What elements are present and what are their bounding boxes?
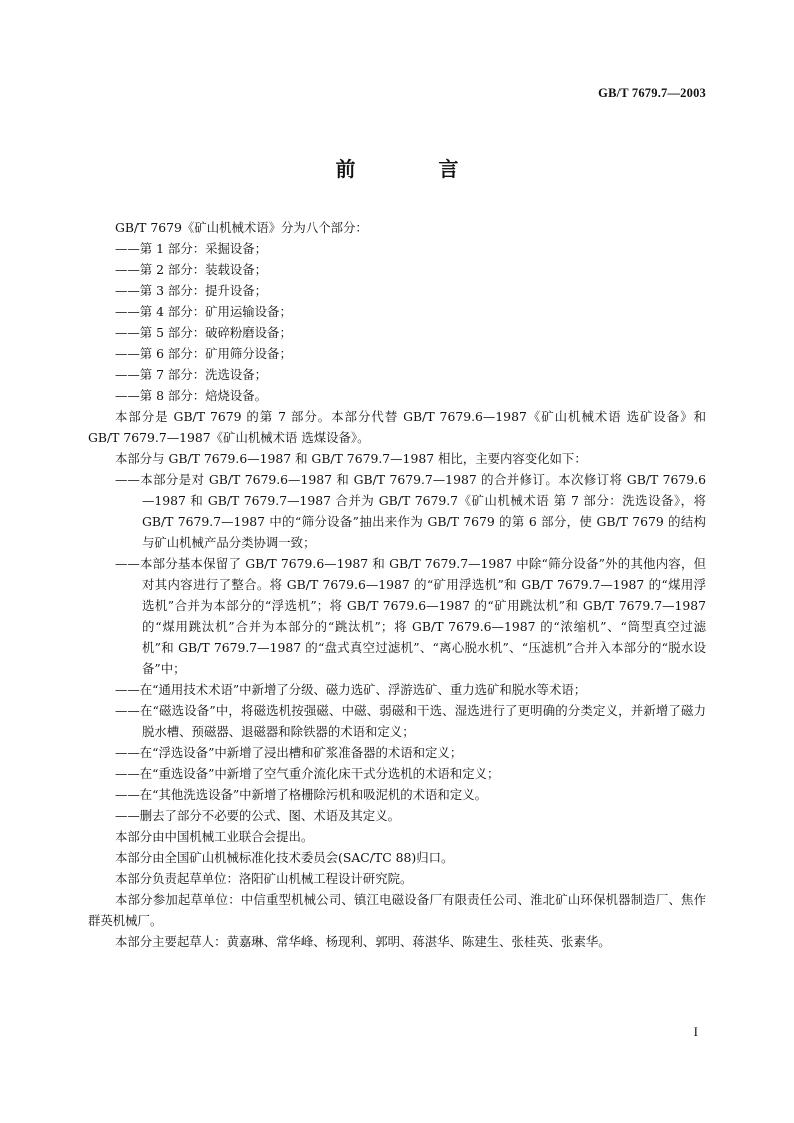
intro-paragraph: GB/T 7679《矿山机械术语》分为八个部分： [115, 220, 368, 235]
change-item: ——在“浮选设备”中新增了浸出槽和矿浆准备器的术语和定义； [115, 745, 463, 760]
list-item: ——第 3 部分：提升设备； [115, 283, 268, 298]
list-item: ——第 2 部分：装载设备； [115, 262, 268, 277]
list-item: ——第 1 部分：采掘设备； [115, 241, 268, 256]
changes-intro: 本部分与 GB/T 7679.6—1987 和 GB/T 7679.7—1987 相比，主要内容变化如下： [115, 451, 587, 466]
page-number: I [693, 1024, 698, 1039]
change-item: ——在“通用技术术语”中新增了分级、磁力选矿、浮游选矿、重力选矿和脱水等术语； [115, 682, 587, 697]
change-item: ——在“重选设备”中新增了空气重介流化床干式分选机的术语和定义； [115, 766, 500, 781]
foreword-body [88, 217, 706, 952]
page-title: 前 言 [335, 157, 497, 181]
change-item: ——删去了部分不必要的公式、图、术语及其定义。 [115, 808, 400, 823]
change-item: ——本部分是对 GB/T 7679.6—1987 和 GB/T 7679.7—1987 的合并修订。本次修订将 GB/T 7679.6—1987 和 GB/T 7679.7—1987 合并为 GB/T 7679.7《矿山机械术语 第 7 部分：洗选设备》，将 GB/T 7679.7—1987 中的“筛分设备”抽出来作为 GB/T 7679 的第 6 部分，使 GB/T 7679 的结构与矿山机械产品分类协调一致； [115, 472, 706, 550]
list-item: ——第 7 部分：洗选设备； [115, 367, 268, 382]
change-item: ——在“其他洗选设备”中新增了格栅除污机和吸泥机的术语和定义。 [115, 787, 487, 802]
change-item: ——本部分基本保留了 GB/T 7679.6—1987 和 GB/T 7679.7—1987 中除“筛分设备”外的其他内容，但对其内容进行了整合。将 GB/T 7679.6—1987 的“矿用浮选机”和 GB/T 7679.7—1987 的“煤用浮选机”合并为本部分的“浮选机”；将 GB/T 7679.6—1987 的“矿用跳汰机”和 GB/T 7679.7—1987 的“煤用跳汰机”合并为本部分的“跳汰机”；将 GB/T 7679.6—1987 的“浓缩机”、“筒型真空过滤机”和 GB/T 7679.7—1987 的“盘式真空过滤机”、“离心脱水机”、“压滤机”合并入本部分的“脱水设备”中； [115, 556, 706, 676]
replace-paragraph: 本部分是 GB/T 7679 的第 7 部分。本部分代替 GB/T 7679.6—1987《矿山机械术语 选矿设备》和 GB/T 7679.7—1987《矿山机械术语 选煤设备》。 [88, 409, 706, 445]
change-item: ——在“磁选设备”中，将磁选机按强磁、中磁、弱磁和干选、湿选进行了更明确的分类定义，并新增了磁力脱水槽、预磁器、退磁器和除铁器的术语和定义； [115, 703, 706, 739]
list-item: ——第 8 部分：焙烧设备。 [115, 388, 268, 403]
lead-drafter-paragraph: 本部分负责起草单位：洛阳矿山机械工程设计研究院。 [115, 871, 413, 886]
committee-paragraph: 本部分由全国矿山机械标准化技术委员会(SAC/TC 88)归口。 [115, 850, 454, 865]
standard-code: GB/T 7679.7—2003 [598, 86, 706, 100]
list-item: ——第 6 部分：矿用筛分设备； [115, 346, 292, 361]
participants-paragraph: 本部分参加起草单位：中信重型机械公司、镇江电磁设备厂有限责任公司、淮北矿山环保机器制造厂、焦作群英机械厂。 [88, 892, 706, 928]
proposer-paragraph: 本部分由中国机械工业联合会提出。 [115, 829, 314, 844]
list-item: ——第 5 部分：破碎粉磨设备； [115, 325, 292, 340]
drafters-paragraph: 本部分主要起草人：黄嘉琳、常华峰、杨现利、郭明、蒋湛华、陈建生、张桂英、张素华。 [115, 934, 611, 949]
list-item: ——第 4 部分：矿用运输设备； [115, 304, 292, 319]
